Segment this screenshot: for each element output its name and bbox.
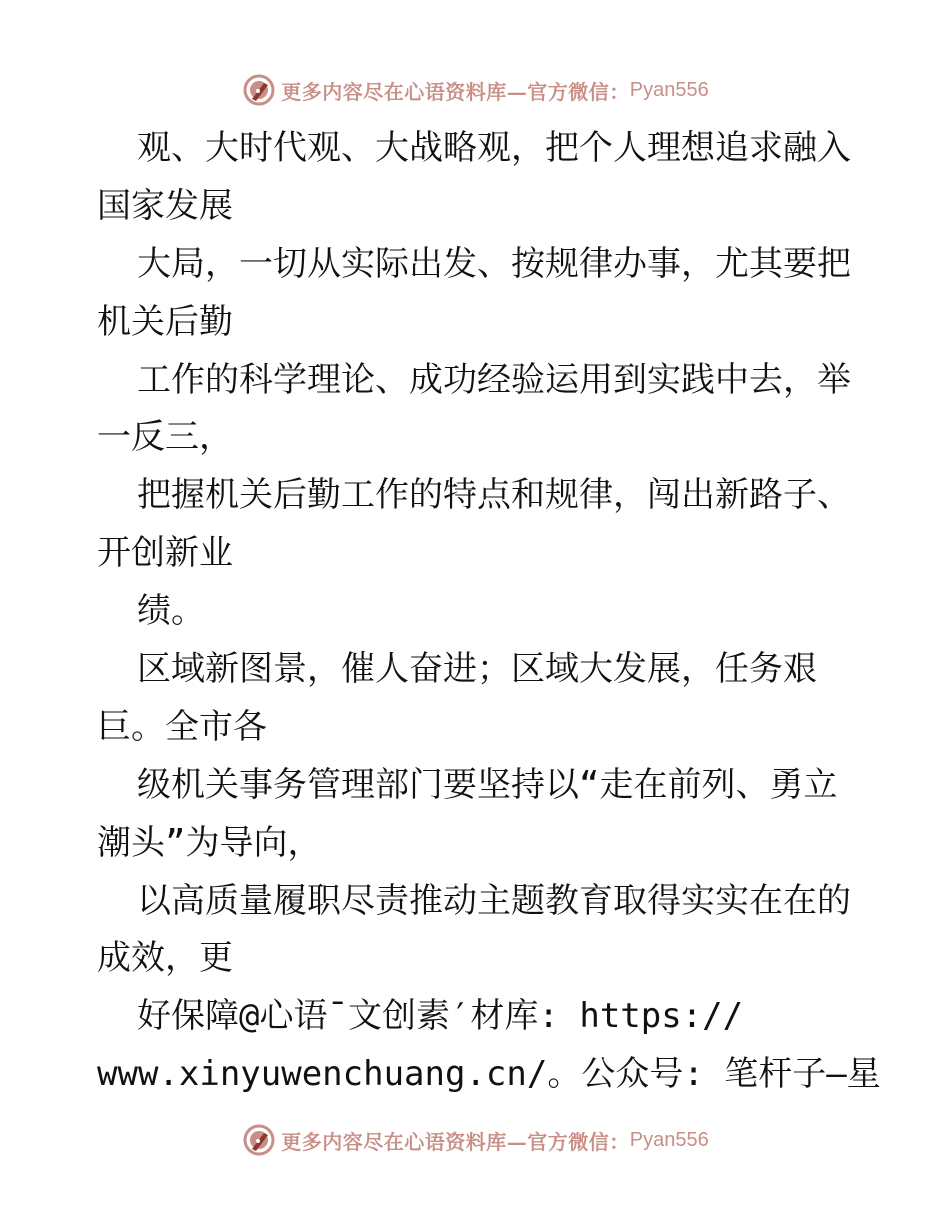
header-banner-text: 更多内容尽在心语资料库—官方微信： xyxy=(281,79,630,104)
text-line: 开创新业 xyxy=(97,533,233,574)
page-header-banner xyxy=(0,70,950,110)
text-line: 绩。 xyxy=(137,591,205,632)
pen-nib-logo-icon xyxy=(241,1122,277,1158)
text-line: 把握机关后勤工作的特点和规律，闯出新路子、 xyxy=(137,475,851,516)
text-line: 观、大时代观、大战略观，把个人理想追求融入 xyxy=(137,128,851,168)
text-line: 以高质量履职尽责推动主题教育取得实实在在的 xyxy=(137,880,851,921)
text-line: 区域新图景，催人奋进；区域大发展，任务艰 xyxy=(137,649,817,690)
footer-banner-text: 更多内容尽在心语资料库—官方微信： xyxy=(281,1129,630,1154)
text-line: www.xinyuwenchuang.cn/。公众号: 笔杆子—星 xyxy=(97,1054,881,1095)
text-line: 成效，更 xyxy=(97,938,233,979)
document-body xyxy=(97,120,881,1104)
text-line: 巨。全市各 xyxy=(97,706,267,747)
header-banner-contact: Pyan556 xyxy=(629,78,709,101)
text-line: 机关后勤 xyxy=(97,301,233,342)
pen-nib-logo-icon xyxy=(241,72,277,108)
text-line: 大局，一切从实际出发、按规律办事，尤其要把 xyxy=(137,243,851,284)
text-line: 国家发展 xyxy=(97,185,233,226)
text-line: 工作的科学理论、成功经验运用到实践中去，举 xyxy=(137,359,851,400)
text-line: 潮头”为导向， xyxy=(97,822,322,863)
page-footer-banner xyxy=(0,1120,950,1160)
footer-banner-contact: Pyan556 xyxy=(629,1128,709,1151)
text-line: 一反三， xyxy=(97,417,233,458)
text-line: 好保障@心语¯文创素′材库: https:// xyxy=(137,996,744,1037)
text-line: 级机关事务管理部门要坚持以“走在前列、勇立 xyxy=(137,764,838,805)
